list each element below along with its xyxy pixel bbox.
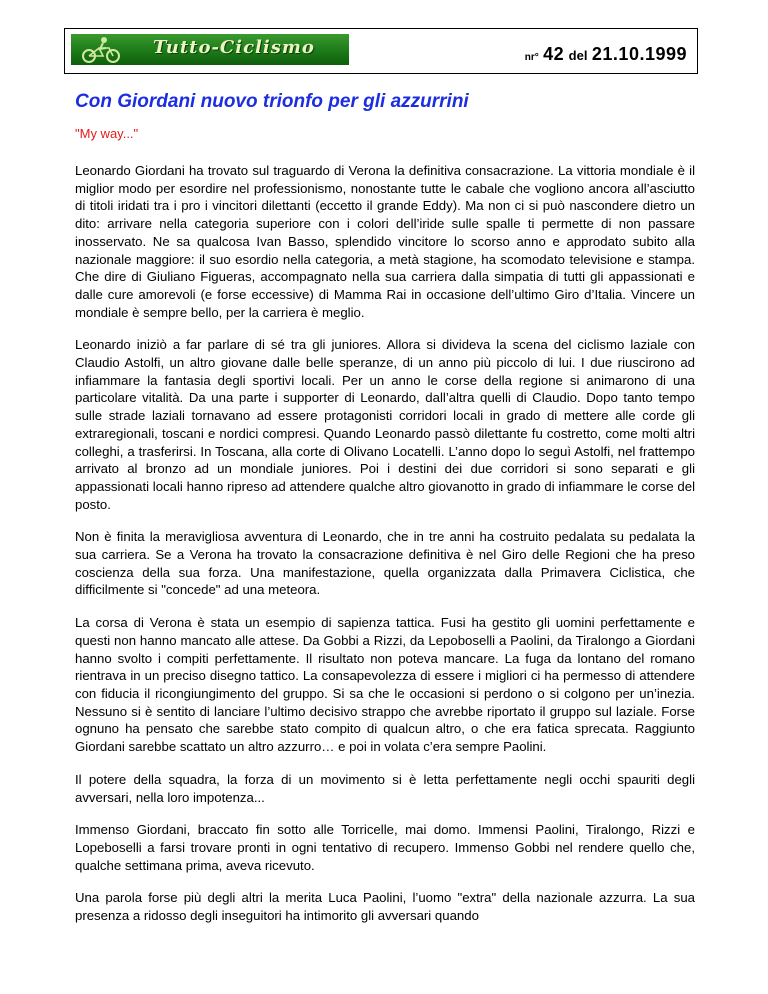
- tutto-ciclismo-logo: [71, 34, 349, 65]
- article-body: [75, 162, 695, 940]
- article-title: Con Giordani nuovo trionfo per gli azzurrini: [75, 91, 469, 112]
- logo-text: Tutto-Ciclismo: [153, 37, 315, 58]
- paragraph: Immenso Giordani, braccato fin sotto alle Torricelle, mai domo. Immensi Paolini, Tiralongo, Rizzi e Lopeboselli a farsi trovare pronti in ogni tentativo di recupero. Immenso Gobbi nel rendere quello che, qualche settimana prima, aveva ricevuto.: [75, 822, 695, 873]
- article-subtitle: "My way...": [75, 126, 139, 141]
- paragraph: Una parola forse più degli altri la merita Luca Paolini, l’uomo "extra" della nazionale azzurra. La sua presenza a ridosso degli inseguitori ha intimorito gli avversari quando: [75, 890, 695, 924]
- issue-date: 21.10.1999: [591, 44, 687, 64]
- issue-del: del: [568, 48, 588, 63]
- issue-info: [525, 44, 687, 65]
- paragraph: Non è finita la meravigliosa avventura di Leonardo, che in tre anni ha costruito pedalata su pedalata la sua carriera. Se a Verona ha trovato la consacrazione definitiva è nel Giro delle Regioni che ha preso coscienza della sua forza. Una manifestazione, quella organizzata dalla Primavera Ciclistica, che difficilmente si "concede" ad una meteora.: [75, 529, 695, 598]
- masthead: [64, 28, 698, 74]
- issue-number: 42: [543, 44, 565, 64]
- paragraph: Leonardo Giordani ha trovato sul traguardo di Verona la definitiva consacrazione. La vittoria mondiale è il miglior modo per esordire nel professionismo, nonostante tutte le cabale che vogliono ancora all’asciutto di titoli iridati tra i pro i vincitori dilettanti (eccetto il grande Eddy). Ma non ci si può nascondere dietro un dito: arrivare nella categoria superiore con i colori dell’iride sulle spalle ti permette di non passare inosservato. Ne sa qualcosa Ivan Basso, splendido vincitore lo scorso anno e approdato subito alla nazionale maggiore: il suo esordio nella categoria, a metà stagione, ha scomodato televisione e stampa. Che dire di Giuliano Figueras, accompagnato nella sua carriera dalla simpatia di tutti gli appassionati e dalle cure amorevoli (e forse eccessive) di Mamma Rai in occasione dell’ultimo Giro d’Italia. Vincere un mondiale è sempre bello, per la carriera è meglio.: [75, 163, 695, 320]
- paragraph: La corsa di Verona è stata un esempio di sapienza tattica. Fusi ha gestito gli uomini perfettamente e questi non hanno mancato alle attese. Da Gobbi a Rizzi, da Lepoboselli a Paolini, da Tiralongo a Giordani hanno svolto i compiti perfettamente. Il risultato non poteva mancare. La fuga da lontano del romano rientrava in un preciso disegno tattico. La consapevolezza di essere i migliori ci ha permesso di attendere con fiducia il ricongiungimento del gruppo. Si sa che le occasioni si perdono o si colgono per un’inezia. Nessuno si è sentito di lanciare l’ultimo decisivo strappo che avrebbe riportato il gruppo sul laziale. Forse ognuno ha pensato che sarebbe stato compito di qualcun altro, o che era fatica sprecata. Raggiunto Giordani sarebbe scattato un altro azzurro… e poi in volata c’era sempre Paolini.: [75, 615, 695, 755]
- paragraph: Il potere della squadra, la forza di un movimento si è letta perfettamente negli occhi spauriti degli avversari, nella loro impotenza...: [75, 771, 695, 805]
- paragraph: Leonardo iniziò a far parlare di sé tra gli juniores. Allora si divideva la scena del ciclismo laziale con Claudio Astolfi, un altro giovane dalle belle speranze, di un anno più piccolo di lui. I due riuscirono ad infiammare la fantasia degli sportivi locali. Per un anno le corse della regione si animarono di una particolare vitalità. Da una parte i supporter di Leonardo, dall’altra quelli di Claudio. Dopo tanto tempo sulle strade laziali tornavano ad essere protagonisti corridori locali in grado di mettere alle corde gli extraregionali, toscani e nordici compresi. Quando Leonardo passò dilettante fu costretto, come molti altri colleghi, a trasferirsi. In Toscana, alla corte di Olivano Locatelli. L’anno dopo lo seguì Astolfi, nel frattempo arrivato al bronzo ad un mondiale juniores. Poi i destini dei due corridori si sono separati e gli appassionati locali hanno ripreso ad attendere qualche altro giovanotto in grado di infiammare le corse del posto.: [75, 337, 695, 512]
- issue-prefix: nr°: [524, 52, 539, 63]
- cyclist-icon: [79, 36, 123, 63]
